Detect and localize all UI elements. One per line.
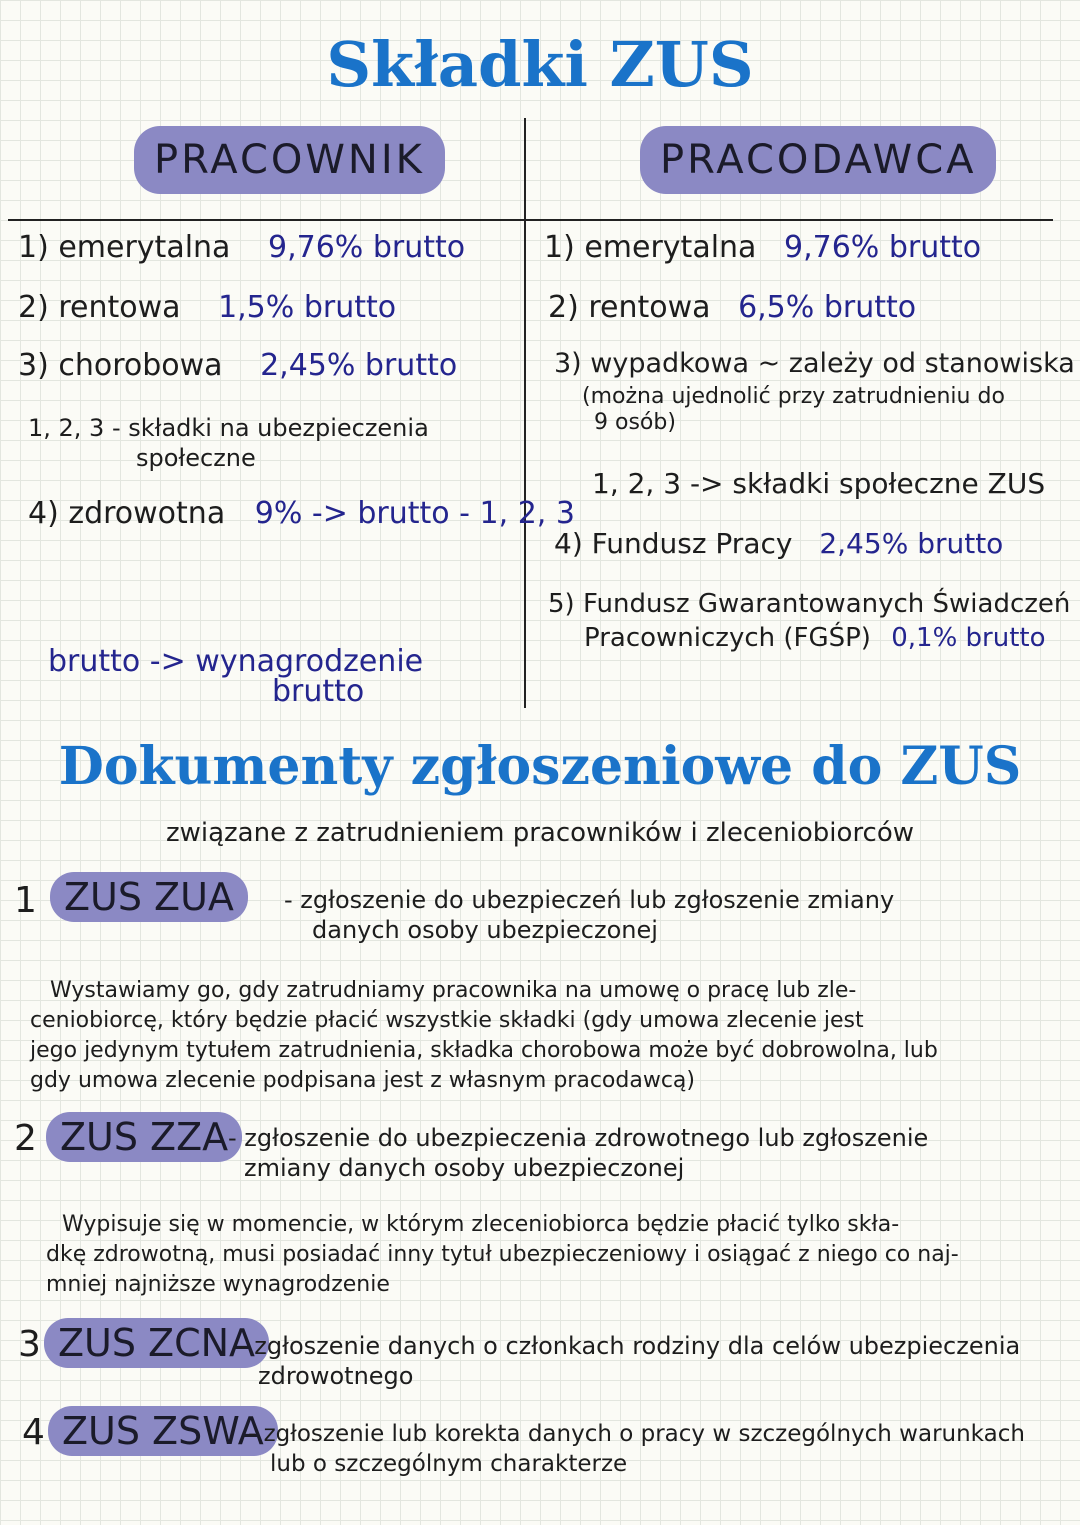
page-title: Składki ZUS [326, 28, 754, 101]
doc-badge: ZUS ZSWA [48, 1406, 278, 1456]
employer-item-3-note: (można ujednolić przy zatrudnieniu do [582, 384, 1005, 409]
doc-desc-2: zmiany danych osoby ubezpieczonej [244, 1154, 685, 1182]
doc-paragraph: Wypisuje się w momencie, w którym zleceniobiorca będzie płacić tylko skła- dkę zdrowotną, musi posiadać inny tytuł ubezpieczeniowy i osiągać z niego co naj- mniej najniższe wynagrodzenie [46, 1212, 959, 1297]
doc-desc-2: lub o szczególnym charakterze [270, 1451, 628, 1477]
doc-number: 3 [18, 1324, 41, 1365]
doc-desc: - zgłoszenie danych o członkach rodziny dla celów ubezpieczenia [238, 1332, 1021, 1360]
employer-social-note: 1, 2, 3 -> składki społeczne ZUS [592, 467, 1046, 500]
employer-item-3: 3) wypadkowa ~ zależy od stanowiska [554, 348, 1075, 379]
doc-desc-2: zdrowotnego [258, 1362, 414, 1390]
doc-number: 4 [22, 1412, 45, 1453]
employee-item-4: 4) zdrowotna 9% -> brutto - 1, 2, 3 [28, 496, 575, 531]
employer-item-1: 1) emerytalna 9,76% brutto [544, 230, 982, 265]
doc-desc: - zgłoszenie do ubezpieczeń lub zgłoszenie zmiany [284, 886, 895, 914]
doc-number: 1 [14, 880, 37, 921]
doc-badge: ZUS ZCNA [44, 1318, 269, 1368]
gross-definition: brutto -> wynagrodzenie [48, 644, 424, 679]
employee-item-3: 3) chorobowa 2,45% brutto [18, 348, 458, 383]
employer-item-4: 4) Fundusz Pracy 2,45% brutto [554, 527, 1004, 560]
employee-social-note: 1, 2, 3 - składki na ubezpieczenia [28, 414, 429, 442]
employer-item-5-2: Pracowniczych (FGŚP) 0,1% brutto [584, 623, 1046, 653]
employee-item-1: 1) emerytalna 9,76% brutto [18, 230, 466, 265]
doc-number: 2 [14, 1118, 37, 1159]
doc-desc: - zgłoszenie lub korekta danych o pracy w szczególnych warunkach [248, 1421, 1025, 1447]
employee-item-2: 2) rentowa 1,5% brutto [18, 290, 397, 325]
docs-title: Dokumenty zgłoszeniowe do ZUS [58, 736, 1022, 797]
employer-item-5: 5) Fundusz Gwarantowanych Świadczeń [548, 589, 1071, 619]
doc-badge: ZUS ZUA [50, 872, 248, 922]
employee-header: PRACOWNIK [134, 126, 445, 194]
doc-badge: ZUS ZZA [46, 1112, 242, 1162]
employee-social-note-2: społeczne [136, 444, 256, 472]
docs-subtitle: związane z zatrudnieniem pracowników i zleceniobiorców [165, 818, 915, 848]
employer-item-2: 2) rentowa 6,5% brutto [548, 290, 917, 325]
doc-desc-2: danych osoby ubezpieczonej [312, 916, 658, 944]
doc-paragraph: Wystawiamy go, gdy zatrudniamy pracownika na umowę o pracę lub zle- ceniobiorcę, który będzie płacić wszystkie składki (gdy umowa zlecenie jest jego jedynym tytułem zatrudnienia, składka chorobowa może być dobrowolna, lub gdy umowa zlecenie podpisana jest z własnym pracodawcą) [30, 978, 938, 1093]
column-divider [524, 118, 526, 708]
employer-header: PRACODAWCA [640, 126, 996, 194]
employer-item-3-note-2: 9 osób) [594, 410, 676, 435]
header-divider [8, 219, 1053, 221]
doc-desc: - zgłoszenie do ubezpieczenia zdrowotnego lub zgłoszenie [228, 1124, 929, 1152]
gross-definition-2: brutto [272, 674, 365, 709]
